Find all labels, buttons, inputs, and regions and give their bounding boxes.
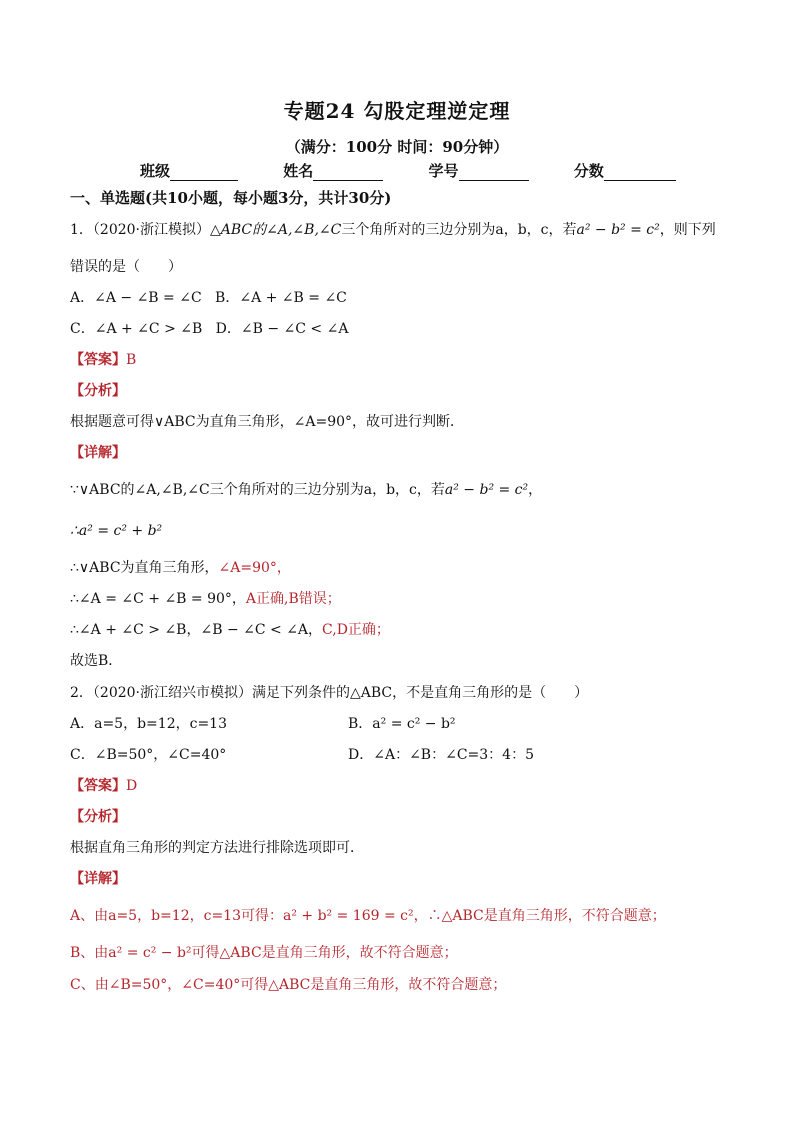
page-title: 专题24 勾股定理逆定理 <box>283 99 511 123</box>
q2-option-c[interactable]: C．∠B=50°，∠C=40° <box>70 747 227 763</box>
q2-option-d[interactable]: D．∠A：∠B：∠C=3：4：5 <box>348 747 534 763</box>
student-fields <box>140 160 716 181</box>
score-field[interactable]: 分数 <box>574 160 676 181</box>
q2-option-a[interactable]: A．a=5，b=12，c=13 <box>70 716 227 732</box>
q2-option-b[interactable]: B．a² = c² − b² <box>348 716 456 732</box>
q1-analysis: 根据题意可得∨ABC为直角三角形，∠A=90°，故可进行判断． <box>70 414 465 430</box>
q1-stem-cont: 错误的是（ ） <box>70 259 182 275</box>
q1-conclusion: 故选B． <box>70 653 123 669</box>
q2-detail-2: B、由a² = c² − b²可得△ABC是直角三角形，故不符合题意； <box>70 945 458 961</box>
q1-answer: 【答案】B <box>70 352 137 368</box>
q2-answer: 【答案】D <box>70 778 138 794</box>
q1-option-a[interactable]: A．∠A − ∠B = ∠C <box>70 290 202 306</box>
q1-options-ab <box>70 289 347 307</box>
q1-analysis-tag: 【分析】 <box>70 383 126 399</box>
q1-detail-tag: 【详解】 <box>70 445 126 461</box>
q2-detail-3: C、由∠B=50°，∠C=40°可得△ABC是直角三角形，故不符合题意； <box>70 977 507 993</box>
class-field[interactable]: 班级 <box>140 160 238 181</box>
q1-detail-3: ∴∨ABC为直角三角形，∠A=90°， <box>70 560 291 576</box>
q1-detail-1: ∵∨ABC的∠A,∠B,∠C三个角所对的三边分别为a，b，c，若a² − b² = c²， <box>70 482 543 498</box>
q1-detail-5: ∴∠A + ∠C > ∠B，∠B − ∠C < ∠A，C,D正确； <box>70 622 390 638</box>
q1-stem: 1．（2020·浙江模拟）△ABC的∠A,∠B,∠C三个角所对的三边分别为a，b，c，若a² − b² = c²，则下列 <box>70 222 716 238</box>
q1-detail-2: ∴a² = c² + b² <box>70 523 163 539</box>
q1-detail-4: ∴∠A = ∠C + ∠B = 90°，A正确,B错误； <box>70 591 341 607</box>
q1-option-c[interactable]: C．∠A + ∠C > ∠B <box>70 321 203 337</box>
exam-info: （满分：100分 时间：90分钟） <box>285 138 509 156</box>
q2-detail-tag: 【详解】 <box>70 871 126 887</box>
q1-option-d[interactable]: D．∠B − ∠C < ∠A <box>215 321 349 337</box>
q2-analysis: 根据直角三角形的判定方法进行排除选项即可． <box>70 840 364 856</box>
q2-detail-1: A、由a=5，b=12，c=13可得：a² + b² = 169 = c²，∴△ABC是直角三角形，不符合题意； <box>70 908 666 924</box>
q1-options-cd <box>70 320 348 338</box>
q2-stem: 2．（2020·浙江绍兴市模拟）满足下列条件的△ABC，不是直角三角形的是（ ） <box>70 685 589 701</box>
q2-analysis-tag: 【分析】 <box>70 809 126 825</box>
student-id-field[interactable]: 学号 <box>429 160 529 181</box>
section-heading: 一、单选题(共10小题，每小题3分，共计30分) <box>70 189 392 207</box>
q1-option-b[interactable]: B．∠A + ∠B = ∠C <box>215 290 347 306</box>
name-field[interactable]: 姓名 <box>283 160 383 181</box>
